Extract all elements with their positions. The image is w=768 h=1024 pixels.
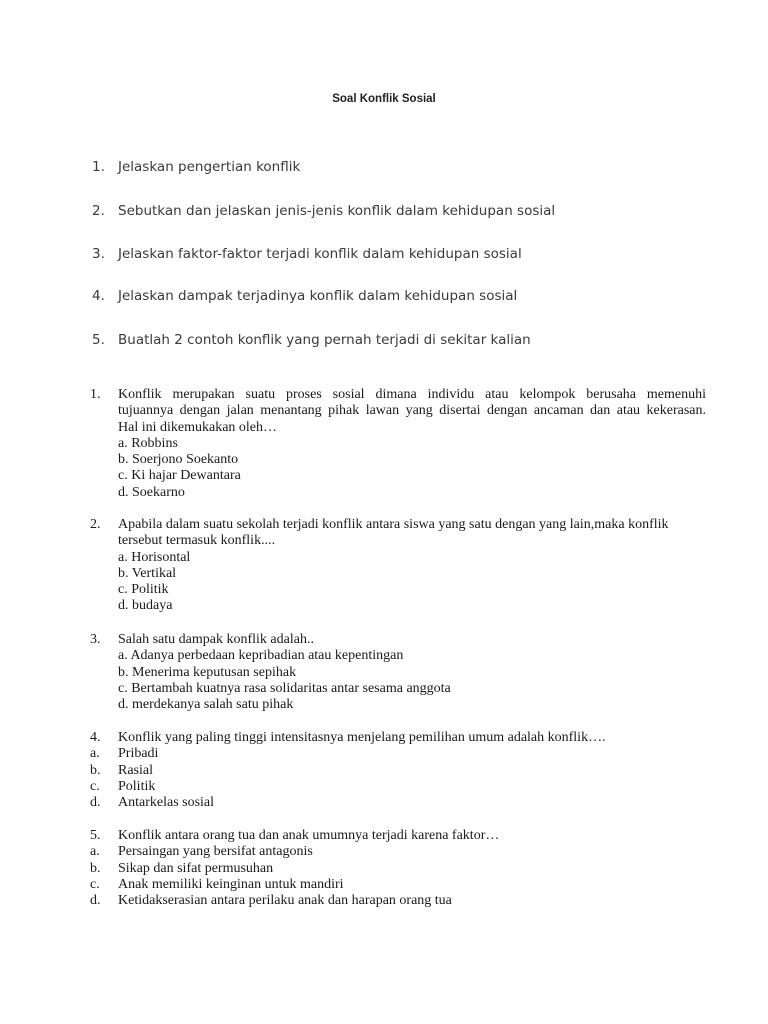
option: a. Adanya perbedaan kepribadian atau kepentingan [118, 648, 404, 664]
option-letter: b. [90, 860, 101, 876]
question-line: Salah satu dampak konflik adalah.. [118, 632, 314, 647]
essay-question [92, 203, 555, 219]
option: Rasial [118, 762, 153, 778]
mc-question-3 [90, 632, 710, 713]
question-number: 5. [92, 332, 105, 348]
option: d. merdekanya salah satu pihak [118, 697, 294, 713]
mc-question-2 [90, 517, 710, 615]
option: Antarkelas sosial [118, 795, 215, 811]
option: d. Soekarno [118, 484, 185, 500]
option-letter: b. [90, 762, 101, 778]
question-line: Apabila dalam suatu sekolah terjadi konflik antara siswa yang satu dengan yang lain,maka konflik [118, 517, 669, 532]
question-number: 4. [92, 288, 105, 304]
option: Politik [118, 778, 156, 794]
question-number: 1. [92, 159, 105, 175]
question-number: 5. [90, 828, 101, 843]
option: a. Robbins [118, 435, 178, 451]
option: Pribadi [118, 746, 159, 762]
question-number: 3. [92, 246, 105, 262]
option: d. budaya [118, 598, 173, 614]
option: Anak memiliki keinginan untuk mandiri [118, 876, 344, 892]
question-number: 3. [90, 632, 101, 647]
option-letter: c. [90, 876, 100, 892]
option: c. Bertambah kuatnya rasa solidaritas antar sesama anggota [118, 680, 451, 696]
question-text: Jelaskan faktor-faktor terjadi konflik dalam kehidupan sosial [118, 246, 522, 262]
essay-question [92, 332, 531, 348]
mc-question-4 [90, 730, 710, 811]
question-number: 2. [90, 517, 101, 532]
option-letter: a. [90, 844, 100, 860]
option: Persaingan yang bersifat antagonis [118, 844, 313, 860]
question-line: Konflik antara orang tua dan anak umumnya terjadi karena faktor… [118, 828, 500, 843]
option: c. Politik [118, 582, 169, 598]
question-number: 4. [90, 730, 101, 745]
option-letter: c. [90, 778, 100, 794]
option: b. Menerima keputusan sepihak [118, 664, 297, 680]
essay-question [92, 288, 517, 304]
option: b. Vertikal [118, 565, 177, 581]
question-number: 2. [92, 203, 105, 219]
question-line: Hal ini dikemukakan oleh… [118, 419, 278, 435]
option-letter: a. [90, 746, 100, 762]
mc-question-5 [90, 828, 710, 909]
question-number: 1. [90, 387, 101, 402]
option: a. Horisontal [118, 549, 191, 565]
question-text: Sebutkan dan jelaskan jenis-jenis konflik dalam kehidupan sosial [118, 203, 556, 219]
option: Sikap dan sifat permusuhan [118, 860, 274, 876]
question-line: Konflik merupakan suatu proses sosial dimana individu atau kelompok berusaha memenuhi [118, 387, 706, 402]
option-letter: d. [90, 795, 101, 811]
option-letter: d. [90, 893, 101, 909]
essay-question [92, 246, 522, 262]
essay-question [92, 159, 300, 175]
option: b. Soerjono Soekanto [118, 452, 239, 468]
question-line: Konflik yang paling tinggi intensitasnya menjelang pemilihan umum adalah konflik…. [118, 730, 606, 745]
document-title: Soal Konflik Sosial [332, 93, 436, 105]
option: c. Ki hajar Dewantara [118, 468, 241, 484]
question-line: tujuannya dengan jalan menantang pihak lawan yang disertai dengan ancaman dan atau kekerasan. [118, 403, 706, 419]
question-text: Buatlah 2 contoh konflik yang pernah terjadi di sekitar kalian [118, 332, 531, 348]
question-text: Jelaskan dampak terjadinya konflik dalam kehidupan sosial [118, 288, 518, 304]
option: Ketidakserasian antara perilaku anak dan harapan orang tua [118, 893, 452, 909]
question-text: Jelaskan pengertian konflik [118, 159, 301, 175]
question-line: tersebut termasuk konflik.... [118, 533, 276, 549]
mc-question-1 [90, 387, 710, 501]
